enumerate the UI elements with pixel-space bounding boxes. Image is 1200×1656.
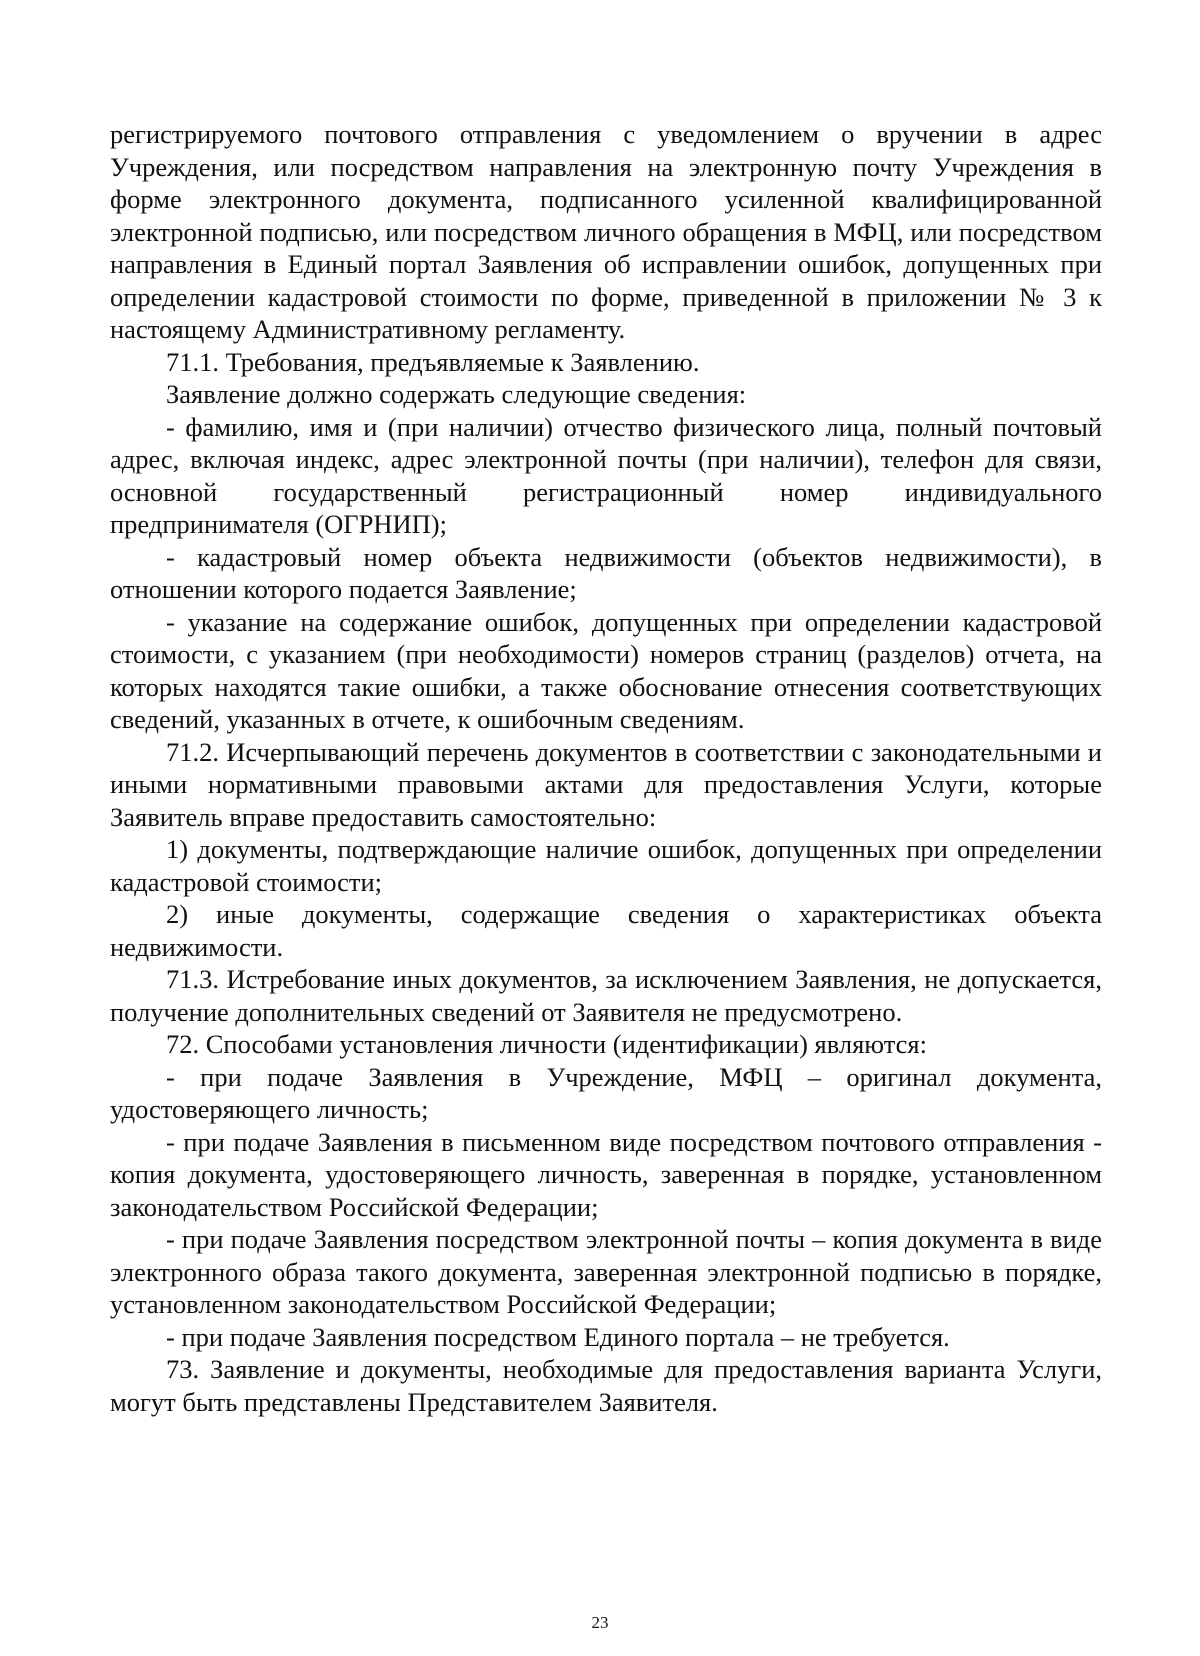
list-item-cadastral-number: - кадастровый номер объекта недвижимости (объектов недвижимости), в отношении которого подается Заявление; xyxy=(110,541,1102,604)
paragraph-73: 73. Заявление и документы, необходимые для предоставления варианта Услуги, могут быть представлены Представителем Заявителя. xyxy=(110,1354,1102,1417)
list-item-other-documents: 2) иные документы, содержащие сведения о характеристиках объекта недвижимости. xyxy=(110,899,1102,962)
list-item-applicant-details: - фамилию, имя и (при наличии) отчество физического лица, полный почтовый адрес, включая индекс, адрес электронной почты (при наличии), телефон для связи, основной государственный регистрационный номер индивидуального предпринимателя (ОГРНИП); xyxy=(110,411,1102,539)
list-item-by-post: - при подаче Заявления в письменном виде посредством почтового отправления - копия документа, удостоверяющего личность, заверенная в порядке, установленном законодательством Российской Федерации; xyxy=(110,1126,1102,1222)
paragraph-71-1-heading: 71.1. Требования, предъявляемые к Заявлению. xyxy=(166,346,700,377)
list-item-in-person: - при подаче Заявления в Учреждение, МФЦ – оригинал документа, удостоверяющего личность; xyxy=(110,1061,1102,1124)
paragraph-71-2: 71.2. Исчерпывающий перечень документов в соответствии с законодательными и иными нормативными правовыми актами для предоставления Услуги, которые Заявитель вправе предоставить самостоятельно: xyxy=(110,736,1102,832)
page-number: 23 xyxy=(591,1613,609,1632)
paragraph-72: 72. Способами установления личности (идентификации) являются: xyxy=(166,1029,927,1059)
list-item-by-portal: - при подаче Заявления посредством Единого портала – не требуется. xyxy=(166,1321,950,1352)
paragraph-required-info: Заявление должно содержать следующие сведения: xyxy=(166,379,747,409)
paragraph-continuation: регистрируемого почтового отправления с уведомлением о вручении в адрес Учреждения, или посредством направления на электронную почту Учреждения в форме электронного документа, подписанного усиленной квалифицированной электронной подписью, или посредством личного обращения в МФЦ, или посредством направления в Единый портал Заявления об исправлении ошибок, допущенных при определении кадастровой стоимости по форме, приведенной в приложении № 3 к настоящему Административному регламенту. xyxy=(110,119,1102,344)
list-item-by-email: - при подаче Заявления посредством электронной почты – копия документа в виде электронного образа такого документа, заверенная электронной подписью в порядке, установленном законодательством Российской Федерации; xyxy=(110,1224,1102,1319)
list-item-error-indication: - указание на содержание ошибок, допущенных при определении кадастровой стоимости, с указанием (при необходимости) номеров страниц (разделов) отчета, на которых находятся такие ошибки, а также обоснование отнесения соответствующих сведений, указанных в отчете, к ошибочным сведениям. xyxy=(110,606,1102,734)
document-body xyxy=(110,118,1102,1418)
paragraph-71-3: 71.3. Истребование иных документов, за исключением Заявления, не допускается, получение дополнительных сведений от Заявителя не предусмотрено. xyxy=(110,964,1102,1027)
list-item-documents-errors: 1) документы, подтверждающие наличие ошибок, допущенных при определении кадастровой стоимости; xyxy=(110,834,1102,897)
